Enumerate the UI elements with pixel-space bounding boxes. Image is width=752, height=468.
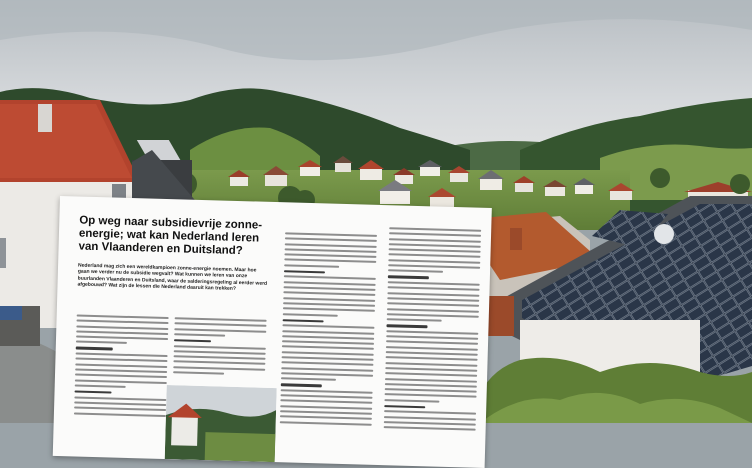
article-body-column (173, 317, 267, 379)
article-lede: Nederland mag zich een wereldkampioen zonne-energie noemen. Maar hoe gaan we verder nu de subsidie wegvalt? Wat kunnen we leren van onze buurlanden Vlaanderen en Duitsland, waar de salderingsregeling al eerder werd afgebouwd? Wat zijn de lessen die Nederland daaruit kan trekken? (77, 262, 268, 293)
satellite-dish (654, 224, 674, 244)
article-body-column (384, 227, 482, 434)
article-headline: Op weg naar subsidievrije zonne-energie; wat kan Nederland leren van Vlaanderen en Duitsland? (78, 214, 263, 258)
article-body-column (74, 315, 169, 420)
newspaper-clipping (53, 196, 492, 468)
article-body-column (280, 232, 377, 428)
right-house (460, 196, 752, 392)
article-inset-photo (165, 385, 277, 462)
